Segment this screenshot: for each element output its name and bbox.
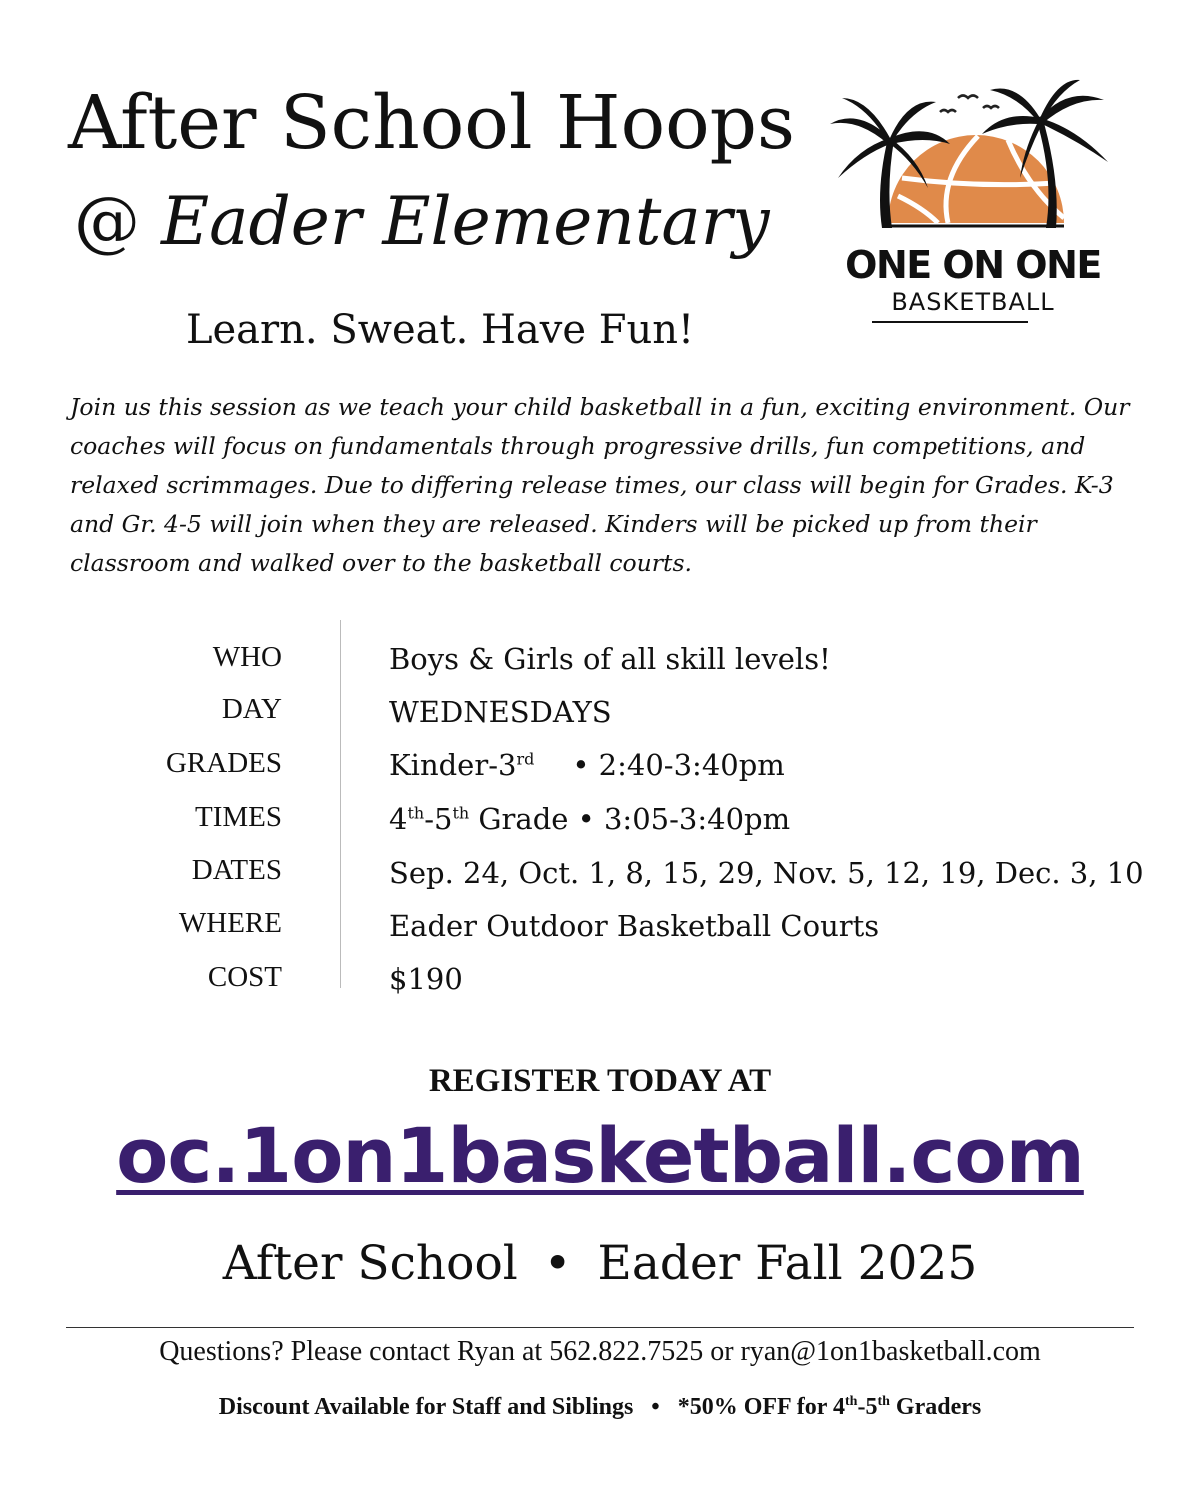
grades-value (389, 745, 785, 785)
session-tag-left: After School (222, 1236, 518, 1291)
dates-label: DATES (191, 854, 282, 886)
session-tag (0, 1234, 1200, 1294)
bullet-separator: • (651, 1394, 660, 1420)
logo-graphic (828, 78, 1118, 330)
register-url (0, 1108, 1200, 1204)
cost-label: COST (207, 961, 282, 993)
where-value: Eader Outdoor Basketball Courts (389, 909, 880, 943)
grades-label: GRADES (165, 747, 282, 779)
times-label: TIMES (195, 801, 282, 833)
discount-grades: *50% OFF for 4 (677, 1394, 846, 1420)
discount-grades: -5 (857, 1394, 878, 1420)
day-value: WEDNESDAYS (389, 695, 612, 729)
cost-value: $190 (389, 962, 463, 996)
one-on-one-basketball-logo (828, 78, 1118, 330)
session-tag-right: Eader Fall 2025 (597, 1236, 978, 1291)
times-text: Grade • 3:05-3:40pm (469, 802, 791, 836)
at-symbol: @ (74, 183, 140, 260)
school-subtitle (74, 180, 770, 264)
times-text: 4 (389, 802, 408, 836)
info-divider (340, 620, 341, 988)
footer-divider (66, 1327, 1134, 1328)
logo-title: ONE ON ONE (845, 243, 1101, 287)
times-superscript: th (452, 803, 470, 823)
times-value (389, 799, 790, 839)
intro-paragraph: Join us this session as we teach your child basketball in a fun, exciting environment. Our coaches will focus on fundamentals through progressive drills, fun competitions, and relaxed scrimmages. Due to differing release times, our class will begin for Grades. K-3 and Gr. 4-5 will join when they are released. Kinders will be picked up from their classroom and walked over to the basketball courts. (70, 393, 1130, 577)
times-superscript: th (407, 803, 425, 823)
times-text: -5 (424, 802, 453, 836)
grades-value-text: Kinder-3 (389, 748, 517, 782)
where-label: WHERE (178, 907, 282, 939)
logo-subtitle: BASKETBALL (891, 288, 1055, 316)
basketball-icon (888, 135, 1064, 223)
who-value: Boys & Girls of all skill levels! (389, 642, 831, 676)
register-heading: REGISTER TODAY AT (428, 1063, 772, 1099)
discount-line (0, 1390, 1200, 1424)
dates-value: Sep. 24, Oct. 1, 8, 15, 29, Nov. 5, 12, 19, Dec. 3, 10 (389, 856, 1144, 890)
day-label: DAY (221, 693, 282, 725)
bird-icon (940, 96, 999, 113)
page-title: After School Hoops (68, 80, 796, 166)
school-name: Eader Elementary (160, 183, 770, 260)
discount-superscript: th (877, 1394, 890, 1409)
discount-superscript: th (845, 1394, 858, 1409)
grades-time: • 2:40-3:40pm (572, 748, 785, 782)
tagline: Learn. Sweat. Have Fun! (185, 307, 695, 353)
register-link[interactable]: oc.1on1basketball.com (116, 1111, 1084, 1200)
grades-superscript: rd (516, 749, 535, 769)
bullet-separator: • (543, 1236, 572, 1291)
contact-line: Questions? Please contact Ryan at 562.822.7525 or ryan@1on1basketball.com (159, 1336, 1041, 1367)
discount-staff: Discount Available for Staff and Siblings (218, 1394, 634, 1420)
discount-grades: Graders (889, 1394, 982, 1420)
who-label: WHO (212, 641, 282, 673)
